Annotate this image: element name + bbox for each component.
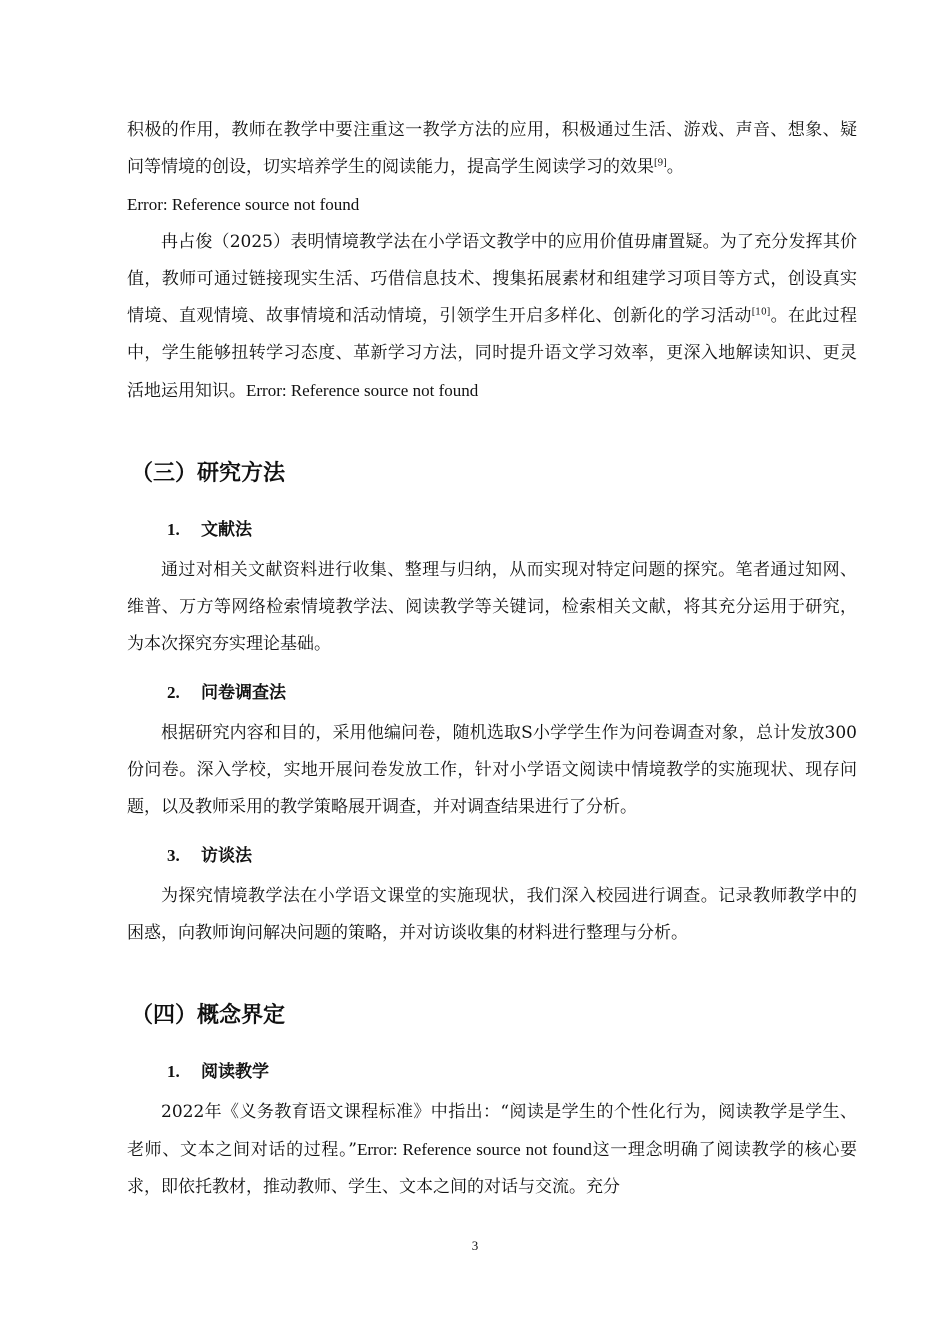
subheading-interview: 3. 访谈法 [167, 846, 252, 866]
paragraph-reading-teaching: 2022年《义务教育语文课程标准》中指出：“阅读是学生的个性化行为，阅读教学是学生、老师、文本之间对话的过程。”Error: Reference source not found这一理念明确了阅读教学的核心要求，即依托教材，推动教师、学生、文本之间的对话与交流。充分 [127, 1102, 857, 1197]
reference-error: Error: Reference source not found [246, 381, 479, 400]
page-number: 3 [471, 1238, 479, 1253]
subheading-questionnaire: 2. 问卷调查法 [167, 683, 286, 703]
reference-error: Error: Reference source not found [127, 195, 360, 214]
paragraph-ran: 冉占俊（2025）表明情境教学法在小学语文教学中的应用价值毋庸置疑。为了充分发挥其价值，教师可通过链接现实生活、巧借信息技术、搜集拓展素材和组建学习项目等方式，创设真实情境、直观情境、故事情境和活动情境，引领学生开启多样化、创新化的学习活动[10]。在此过程中，学生能够扭转学习态度、革新学习方法，同时提升语文学习效率，更深入地解读知识、更灵活地运用知识。Error: Reference source not found [127, 232, 858, 401]
paragraph-literature: 通过对相关文献资料进行收集、整理与归纳，从而实现对特定问题的探究。笔者通过知网、维普、万方等网络检索情境教学法、阅读教学等关键词，检索相关文献，将其充分运用于研究，为本次探究夯实理论基础。 [127, 560, 857, 654]
section-heading-concepts: （四）概念界定 [131, 1003, 286, 1028]
subheading-literature: 1. 文献法 [167, 520, 252, 540]
reference-error: Error: Reference source not found [356, 1140, 592, 1159]
citation-9: [9] [654, 158, 667, 169]
section-heading-research-methods: （三）研究方法 [131, 461, 286, 486]
subheading-reading-teaching: 1. 阅读教学 [167, 1062, 269, 1082]
paragraph-continued: 积极的作用，教师在教学中要注重这一教学方法的应用，积极通过生活、游戏、声音、想象、疑问等情境的创设，切实培养学生的阅读能力，提高学生阅读学习的效果[9]。 Error: Reference source not found [127, 120, 857, 214]
paragraph-interview: 为探究情境教学法在小学语文课堂的实施现状，我们深入校园进行调查。记录教师教学中的困惑，向教师询问解决问题的策略，并对访谈收集的材料进行整理与分析。 [127, 886, 857, 943]
paragraph-questionnaire: 根据研究内容和目的，采用他编问卷，随机选取S小学学生作为问卷调查对象，总计发放300份问卷。深入学校，实地开展问卷发放工作，针对小学语文阅读中情境教学的实施现状、现存问题，以及教师采用的教学策略展开调查，并对调查结果进行了分析。 [127, 723, 857, 817]
citation-10: [10] [751, 307, 771, 318]
page-content [127, 112, 857, 1206]
